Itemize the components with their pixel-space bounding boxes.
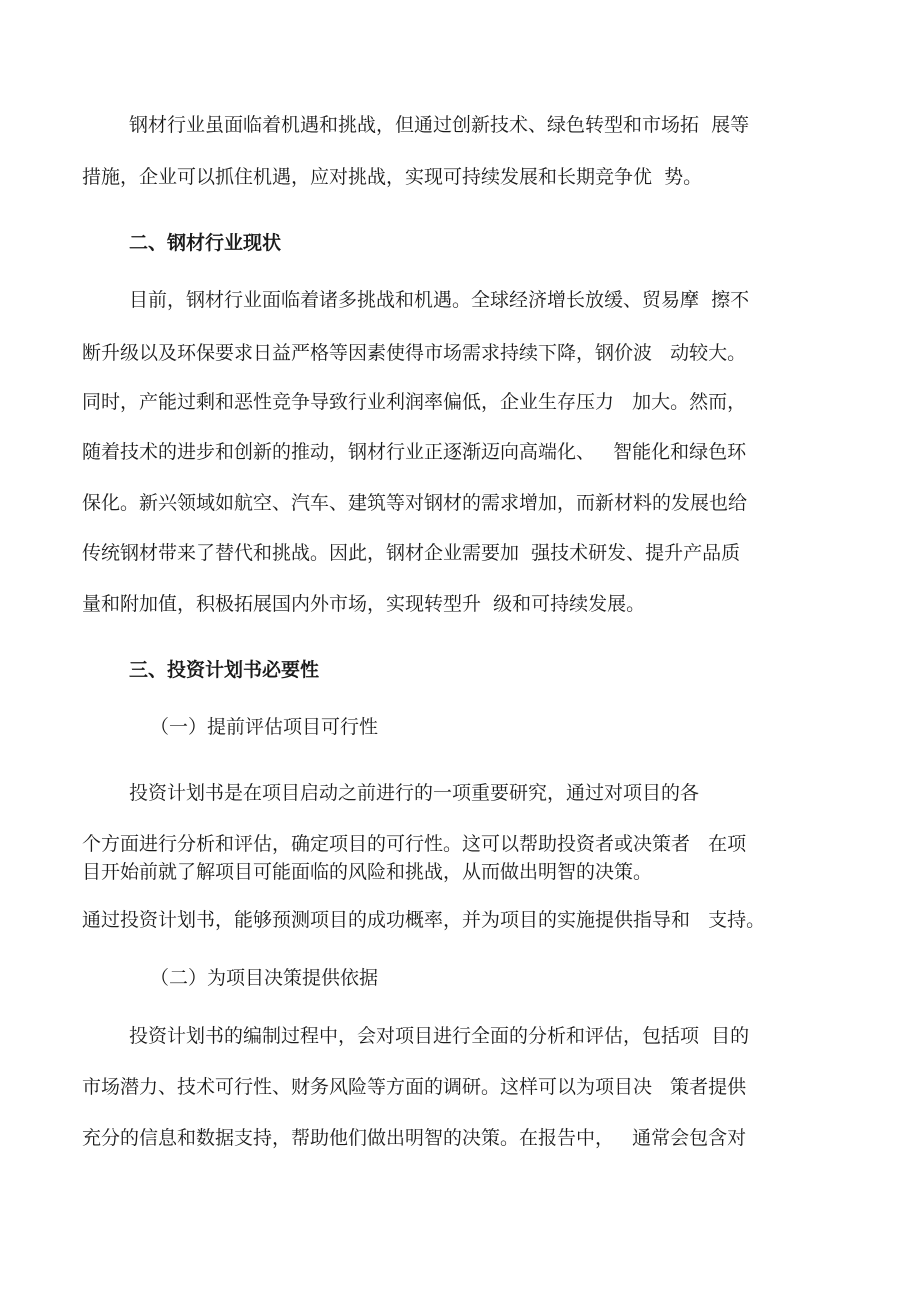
paragraph-2-line-1: 目前，钢材行业面临着诸多挑战和机遇。全球经济增长放缓、贸易摩 擦不 bbox=[129, 289, 750, 311]
paragraph-3-line-3: 目开始前就了解项目可能面临的风险和挑战，从而做出明智的决策。 bbox=[82, 861, 653, 883]
paragraph-4-line-1: 投资计划书的编制过程中，会对项目进行全面的分析和评估，包括项 目的 bbox=[129, 1025, 750, 1047]
paragraph-2-line-3: 同时，产能过剩和恶性竞争导致行业利润率偏低，企业生存压力 加大。然而， bbox=[82, 391, 747, 413]
paragraph-2-line-6: 传统钢材带来了替代和挑战。因此，钢材企业需要加 强技术研发、提升产品质 bbox=[82, 542, 741, 564]
paragraph-4-line-2: 市场潜力、技术可行性、财务风险等方面的调研。这样可以为项目决 策者提供 bbox=[82, 1076, 747, 1098]
paragraph-1-line-2: 措施，企业可以抓住机遇，应对挑战，实现可持续发展和长期竞争优 势。 bbox=[82, 166, 703, 188]
paragraph-2-line-2: 断升级以及环保要求日益严格等因素使得市场需求持续下降，钢价波 动较大。 bbox=[82, 342, 747, 364]
subsection-heading-3-1: （一）提前评估项目可行性 bbox=[150, 716, 379, 738]
paragraph-2-line-4: 随着技术的进步和创新的推动，钢材行业正逐渐迈向高端化、 智能化和绿色环 bbox=[82, 441, 747, 463]
paragraph-3-line-1: 投资计划书是在项目启动之前进行的一项重要研究，通过对项目的各 bbox=[129, 782, 700, 804]
paragraph-2-line-5: 保化。新兴领域如航空、汽车、建筑等对钢材的需求增加，而新材料的发展也给 bbox=[82, 492, 748, 514]
paragraph-2-line-7: 量和附加值，积极拓展国内外市场，实现转型升 级和可持续发展。 bbox=[82, 593, 646, 615]
paragraph-3-line-2: 个方面进行分析和评估，确定项目的可行性。这可以帮助投资者或决策者 在项 bbox=[82, 833, 747, 855]
section-heading-2: 二、钢材行业现状 bbox=[129, 232, 282, 254]
paragraph-1-line-1: 钢材行业虽面临着机遇和挑战，但通过创新技术、绿色转型和市场拓 展等 bbox=[129, 114, 750, 136]
paragraph-3-line-4: 通过投资计划书，能够预测项目的成功概率，并为项目的实施提供指导和 支持。 bbox=[82, 909, 766, 931]
section-heading-3: 三、投资计划书必要性 bbox=[129, 659, 320, 681]
subsection-heading-3-2: （二）为项目决策提供依据 bbox=[150, 967, 379, 989]
paragraph-4-line-3: 充分的信息和数据支持，帮助他们做出明智的决策。在报告中， 通常会包含对 bbox=[82, 1127, 747, 1149]
